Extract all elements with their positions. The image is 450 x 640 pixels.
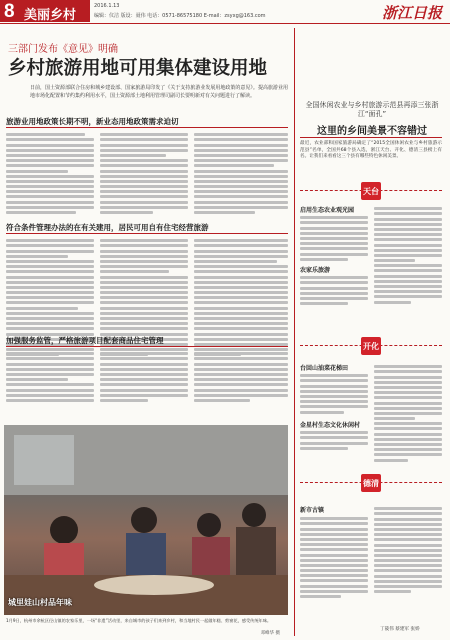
lead-section3-heading: 加强服务监管，严格旅游项目配套商品住宅管理 [6, 336, 164, 345]
lead-section1-heading: 旅游业用地政策长期不明，新业态用地政策需求迫切 [6, 117, 179, 126]
masthead-rule [0, 23, 450, 24]
masthead-editor: 编辑：仪洁 版设：聂伟 电话：0571-86575180 E-mail：zsyxg@163.com [94, 13, 266, 19]
lead-body-col8 [100, 350, 188, 404]
photo-caption: 1月9日，杭州市余杭区径山镇的农家乐里，一场“非遗”活动里，来自城市的孩子们来到乡村，和当地村民一起做年糕、剪窗花，感受传统年味。 [6, 618, 272, 623]
lead-body-col7 [6, 350, 94, 404]
right-headline-rule [300, 137, 442, 138]
lead-body-col9 [194, 350, 288, 404]
masthead-date: 2016.1.13 [94, 3, 120, 9]
county1-sub1: 启用生态农业观光园 [300, 207, 355, 214]
lead-headline: 乡村旅游用地可用集体建设用地 [8, 58, 268, 79]
county1-body-right [374, 205, 442, 264]
county3-seal: 德清 [361, 474, 381, 492]
lead-body-col6 [194, 237, 288, 359]
photo-caption-title: 城里娃山村品年味 [8, 598, 72, 607]
lead-body-col3 [194, 131, 288, 216]
county2-seal: 开化 [361, 337, 381, 355]
lead-section2-heading: 符合条件管理办法的在有关建用，居民可用自有住宅经营旅游 [6, 223, 209, 232]
paper-name-logo: 浙江日报 [381, 4, 442, 22]
page-number: 8 [4, 1, 15, 22]
county3-body-left [300, 515, 368, 600]
county2-body-left [300, 372, 368, 416]
photo-scene [4, 425, 288, 615]
right-headline: 这里的乡间美景不容错过 [317, 126, 427, 137]
county3-body-right [374, 505, 442, 595]
lead-intro: 日前，国土资源部联合住房和城乡建设部、国家旅游局印发了《关于支持旅游业发展用地政策的意见》。提高旅游业用地市场化配置和节约集约利用水平，国土资源部土地利用管理司副司长要明新对有关问题进行了解读。 [30, 85, 288, 99]
county3-sub1: 新市古镇 [300, 507, 325, 514]
news-photo [4, 425, 288, 615]
photo-credit: 邓峰华 摄 [260, 631, 280, 636]
county1-seal: 天台 [361, 182, 381, 200]
county1-sub2: 农家乐旅游 [300, 267, 331, 274]
right-intro: 最近，农业部和国家旅游局确定了“2015全国休闲农业与乡村旅游示范县”名单，全国共68个县入选，浙江天台、开化、德清三县榜上有名。让我们来看看这三个县有哪些特色休闲美景。 [300, 141, 442, 159]
lead-body-col1 [6, 131, 94, 216]
right-author: 丁筱伟 蔡建军 张娇 [380, 627, 420, 632]
county1-body-left2 [300, 274, 368, 307]
section1-rule [6, 127, 288, 128]
section2-rule [6, 233, 288, 234]
lead-kicker: 三部门发布《意见》明确 [8, 44, 118, 55]
section-name: 美丽乡村 [24, 8, 77, 23]
county2-sub2: 金星村生态文化休闲村 [300, 422, 361, 429]
county2-body-right2 [374, 420, 442, 464]
county1-body-left [300, 214, 368, 263]
county1-body-right2 [374, 262, 442, 306]
county2-body-left2 [300, 429, 368, 452]
section3-rule [6, 346, 288, 347]
lead-body-col2 [100, 131, 188, 216]
county2-sub1: 台回山油菜花梯田 [300, 365, 349, 372]
right-kicker: 全国休闲农业与乡村旅游示范县再添三张浙江“面孔” [305, 101, 439, 118]
county2-body-right [374, 363, 442, 422]
